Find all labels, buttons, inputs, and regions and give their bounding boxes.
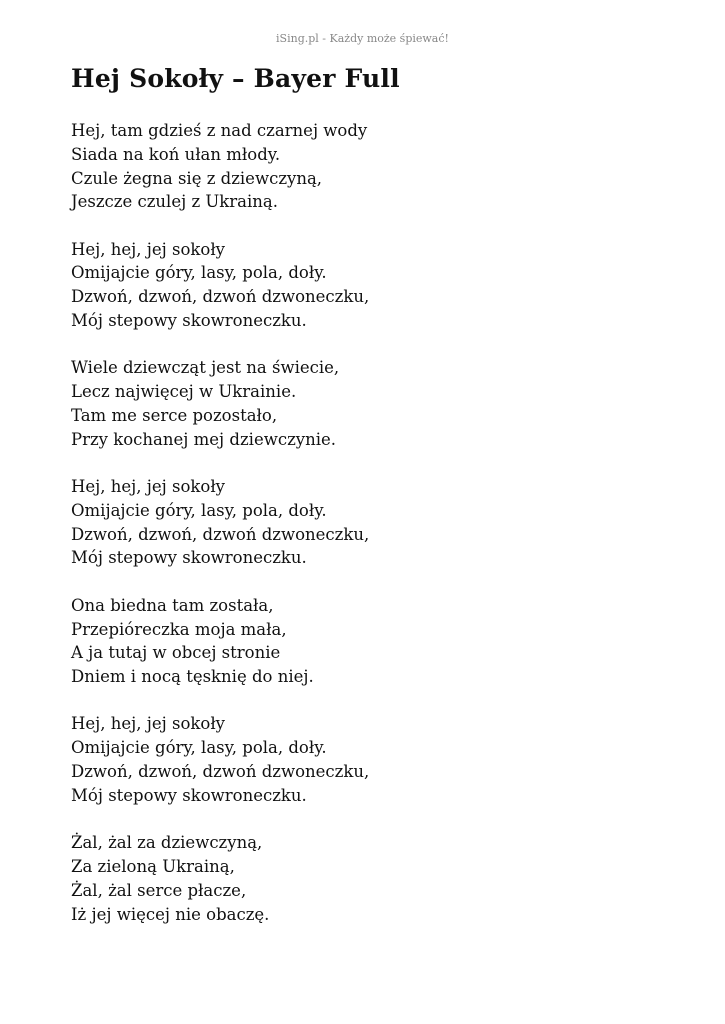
- lyric-line: Wiele dziewcząt jest na świecie,: [71, 358, 340, 378]
- lyric-line: Jeszcze czulej z Ukrainą.: [71, 192, 278, 212]
- lyric-line: Przepióreczka moja mała,: [71, 619, 287, 639]
- stanza-1: [71, 119, 691, 214]
- site-tagline: iSing.pl - Każdy może śpiewać!: [276, 32, 449, 45]
- lyric-line: Dzwoń, dzwoń, dzwoń dzwoneczku,: [71, 524, 370, 544]
- lyric-line: Żal, żal serce płacze,: [71, 880, 247, 900]
- lyric-line: Mój stepowy skowroneczku.: [71, 785, 307, 805]
- lyrics-body: [71, 119, 691, 950]
- lyric-line: Omijajcie góry, lasy, pola, doły.: [71, 263, 327, 283]
- lyric-line: Żal, żal za dziewczyną,: [71, 833, 263, 853]
- lyric-line: Hej, hej, jej sokoły: [71, 714, 226, 734]
- lyric-line: Za zieloną Ukrainą,: [71, 856, 235, 876]
- lyric-line: Dniem i nocą tęsknię do niej.: [71, 667, 314, 687]
- stanza-3: [71, 356, 691, 451]
- lyric-line: Czule żegna się z dziewczyną,: [71, 168, 323, 188]
- stanza-6-chorus: [71, 712, 691, 807]
- lyric-line: Iż jej więcej nie obaczę.: [71, 904, 270, 924]
- lyric-line: Omijajcie góry, lasy, pola, doły.: [71, 738, 327, 758]
- lyric-line: Mój stepowy skowroneczku.: [71, 548, 307, 568]
- lyric-line: Ona biedna tam została,: [71, 595, 274, 615]
- stanza-7: [71, 831, 691, 926]
- lyric-line: A ja tutaj w obcej stronie: [71, 643, 281, 663]
- lyric-line: Dzwoń, dzwoń, dzwoń dzwoneczku,: [71, 287, 370, 307]
- lyric-line: Mój stepowy skowroneczku.: [71, 311, 307, 331]
- lyric-line: Hej, tam gdzieś z nad czarnej wody: [71, 121, 368, 140]
- song-title: Hej Sokoły – Bayer Full: [71, 64, 400, 93]
- lyric-line: Omijajcie góry, lasy, pola, doły.: [71, 500, 327, 520]
- lyric-line: Hej, hej, jej sokoły: [71, 239, 226, 259]
- stanza-2-chorus: [71, 238, 691, 333]
- stanza-5: [71, 594, 691, 689]
- lyric-line: Dzwoń, dzwoń, dzwoń dzwoneczku,: [71, 762, 370, 782]
- lyric-line: Tam me serce pozostało,: [71, 405, 278, 425]
- lyric-line: Przy kochanej mej dziewczynie.: [71, 429, 336, 449]
- lyric-line: Hej, hej, jej sokoły: [71, 477, 226, 497]
- lyric-line: Siada na koń ułan młody.: [71, 144, 281, 164]
- lyric-line: Lecz najwięcej w Ukrainie.: [71, 382, 297, 402]
- stanza-4-chorus: [71, 475, 691, 570]
